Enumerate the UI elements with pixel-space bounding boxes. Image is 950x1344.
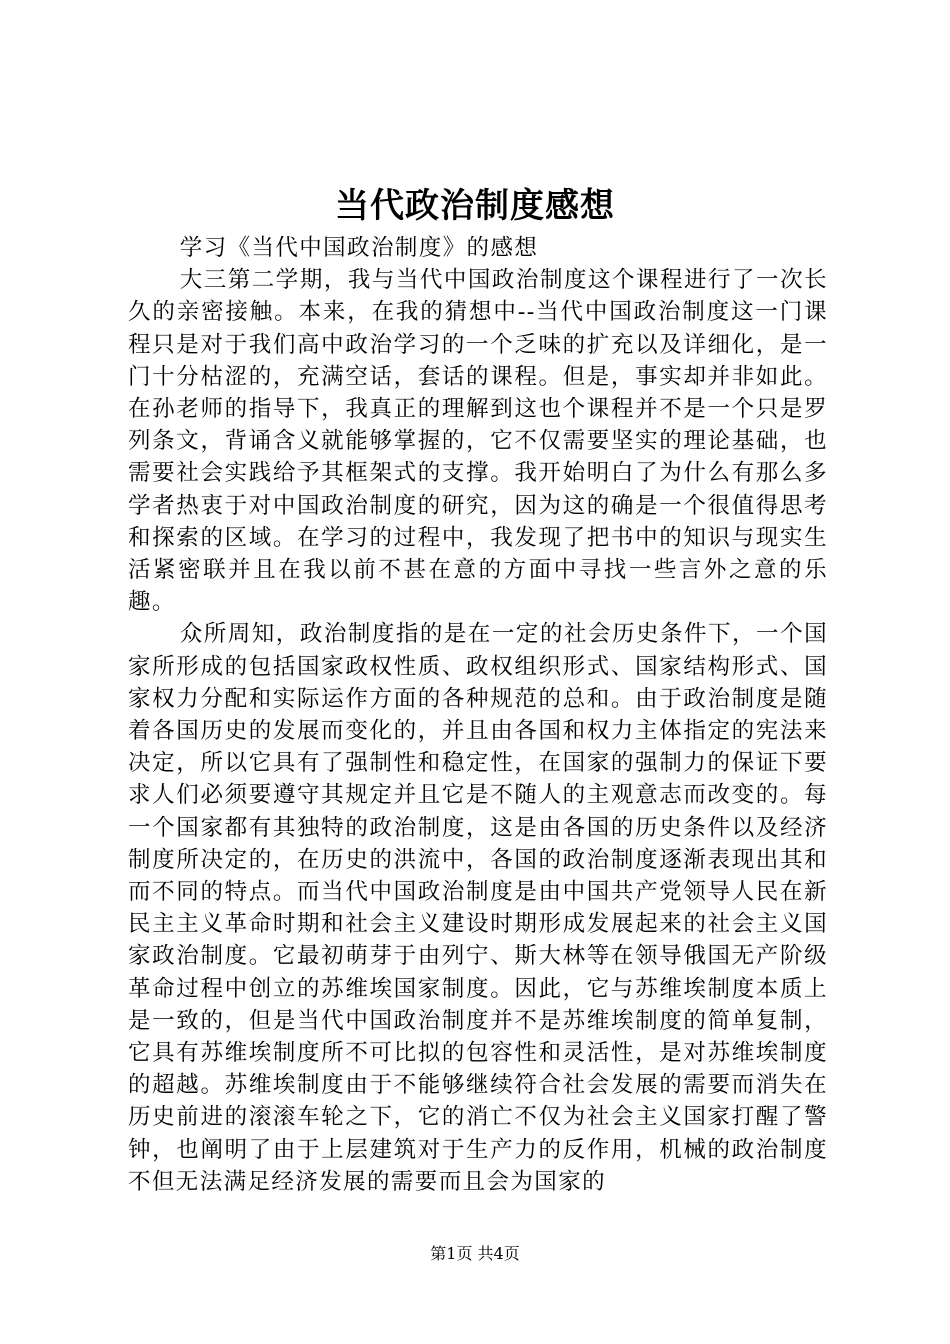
paragraph-1: 大三第二学期，我与当代中国政治制度这个课程进行了一次长久的亲密接触。本来，在我的猜想中--当代中国政治制度这一门课程只是对于我们高中政治学习的一个乏味的扩充以及详细化，是一门十分枯涩的，充满空话，套话的课程。但是，事实却并非如此。在孙老师的指导下，我真正的理解到这也个课程并不是一个只是罗列条文，背诵含义就能够掌握的，它不仅需要坚实的理论基础，也需要社会实践给予其框架式的支撑。我开始明白了为什么有那么多学者热衷于对中国政治制度的研究，因为这的确是一个很值得思考和探索的区域。在学习的过程中，我发现了把书中的知识与现实生活紧密联并且在我以前不甚在意的方面中寻找一些言外之意的乐趣。 <box>128 267 828 616</box>
page-number-footer: 第1页 共4页 <box>430 1244 520 1263</box>
document-body <box>128 232 828 1198</box>
document-title: 当代政治制度感想 <box>335 186 615 226</box>
paragraph-2: 众所周知，政治制度指的是在一定的社会历史条件下，一个国家所形成的包括国家政权性质、政权组织形式、国家结构形式、国家权力分配和实际运作方面的各种规范的总和。由于政治制度是随着各国历史的发展而变化的，并且由各国和权力主体指定的宪法来决定，所以它具有了强制性和稳定性，在国家的强制力的保证下要求人们必须要遵守其规定并且它是不随人的主观意志而改变的。每一个国家都有其独特的政治制度，这是由各国的历史条件以及经济制度所决定的，在历史的洪流中，各国的政治制度逐渐表现出其和而不同的特点。而当代中国政治制度是由中国共产党领导人民在新民主主义革命时期和社会主义建设时期形成发展起来的社会主义国家政治制度。它最初萌芽于由列宁、斯大林等在领导俄国无产阶级革命过程中创立的苏维埃国家制度。因此，它与苏维埃制度本质上是一致的，但是当代中国政治制度并不是苏维埃制度的简单复制，它具有苏维埃制度所不可比拟的包容性和灵活性，是对苏维埃制度的超越。苏维埃制度由于不能够继续符合社会发展的需要而消失在历史前进的滚滚车轮之下，它的消亡不仅为社会主义国家打醒了警钟，也阐明了由于上层建筑对于生产力的反作用，机械的政治制度不但无法满足经济发展的需要而且会为国家的 <box>128 621 828 1195</box>
subtitle-line: 学习《当代中国政治制度》的感想 <box>179 235 539 261</box>
